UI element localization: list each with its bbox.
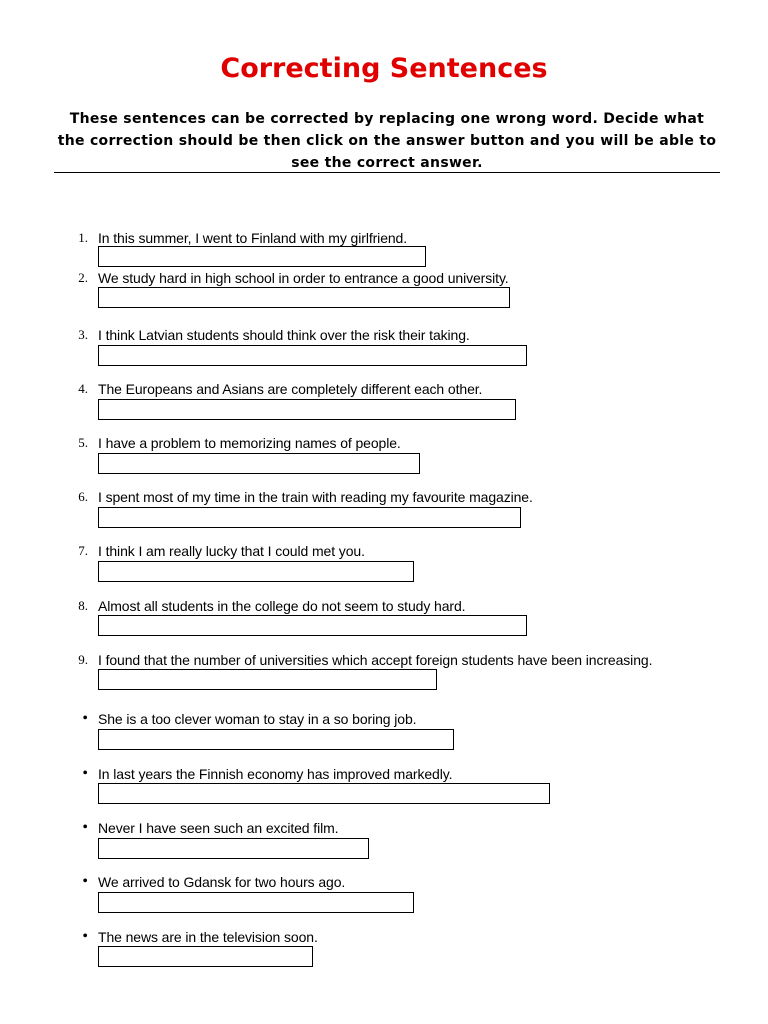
sentence-text: We arrived to Gdansk for two hours ago. xyxy=(98,874,346,890)
item-number: 1. xyxy=(78,230,88,245)
answer-field[interactable] xyxy=(98,345,527,366)
answer-field[interactable] xyxy=(98,669,437,690)
sentence-text: I spent most of my time in the train with reading my favourite magazine. xyxy=(98,489,533,505)
item-number: 5. xyxy=(78,435,88,450)
answer-field[interactable] xyxy=(98,246,426,267)
list-item-4 xyxy=(0,380,768,428)
list-item-9 xyxy=(0,651,768,699)
list-item-13 xyxy=(0,873,768,921)
answer-field[interactable] xyxy=(98,615,527,636)
bullet: • xyxy=(82,765,88,782)
list-item-5 xyxy=(0,434,768,482)
item-number: 2. xyxy=(78,270,88,285)
answer-field[interactable] xyxy=(98,399,516,420)
list-item-7 xyxy=(0,542,768,590)
divider-line xyxy=(54,172,720,173)
sentence-text: In this summer, I went to Finland with my girlfriend. xyxy=(98,230,408,246)
sentence-text: I have a problem to memorizing names of people. xyxy=(98,435,401,451)
answer-field[interactable] xyxy=(98,946,313,967)
bullet: • xyxy=(82,873,88,890)
sentence-text: I think I am really lucky that I could met you. xyxy=(98,543,365,559)
list-item-14 xyxy=(0,928,768,976)
bullet: • xyxy=(82,710,88,727)
bullet: • xyxy=(82,928,88,945)
item-number: 9. xyxy=(78,652,88,667)
sentence-text: The Europeans and Asians are completely different each other. xyxy=(98,381,483,397)
answer-field[interactable] xyxy=(98,783,550,804)
bullet: • xyxy=(82,819,88,836)
sentence-text: In last years the Finnish economy has improved markedly. xyxy=(98,766,453,782)
list-item-11 xyxy=(0,765,768,813)
sentence-text: She is a too clever woman to stay in a so boring job. xyxy=(98,711,417,727)
item-number: 4. xyxy=(78,381,88,396)
list-item-6 xyxy=(0,488,768,536)
answer-field[interactable] xyxy=(98,507,521,528)
item-number: 3. xyxy=(78,327,88,342)
sentence-text: I think Latvian students should think over the risk their taking. xyxy=(98,327,470,343)
sentence-text: Never I have seen such an excited film. xyxy=(98,820,339,836)
item-number: 6. xyxy=(78,489,88,504)
answer-field[interactable] xyxy=(98,838,369,859)
answer-field[interactable] xyxy=(98,287,510,308)
sentence-text: I found that the number of universities which accept foreign students have been increasing. xyxy=(98,652,653,668)
list-item-3 xyxy=(0,326,768,374)
answer-field[interactable] xyxy=(98,729,454,750)
item-number: 7. xyxy=(78,543,88,558)
sentence-text: We study hard in high school in order to entrance a good university. xyxy=(98,270,509,286)
answer-field[interactable] xyxy=(98,453,420,474)
instructions: These sentences can be corrected by replacing one wrong word. Decide what the correction should be then click on the answer button and you will be able to see the correct answer. xyxy=(57,111,717,171)
answer-field[interactable] xyxy=(98,561,414,582)
list-item-10 xyxy=(0,710,768,758)
list-item-12 xyxy=(0,819,768,867)
list-item-8 xyxy=(0,597,768,645)
sentence-text: The news are in the television soon. xyxy=(98,929,318,945)
page-title: Correcting Sentences xyxy=(220,53,548,84)
answer-field[interactable] xyxy=(98,892,414,913)
item-number: 8. xyxy=(78,598,88,613)
sentence-text: Almost all students in the college do not seem to study hard. xyxy=(98,598,466,614)
list-item-2 xyxy=(0,269,768,317)
